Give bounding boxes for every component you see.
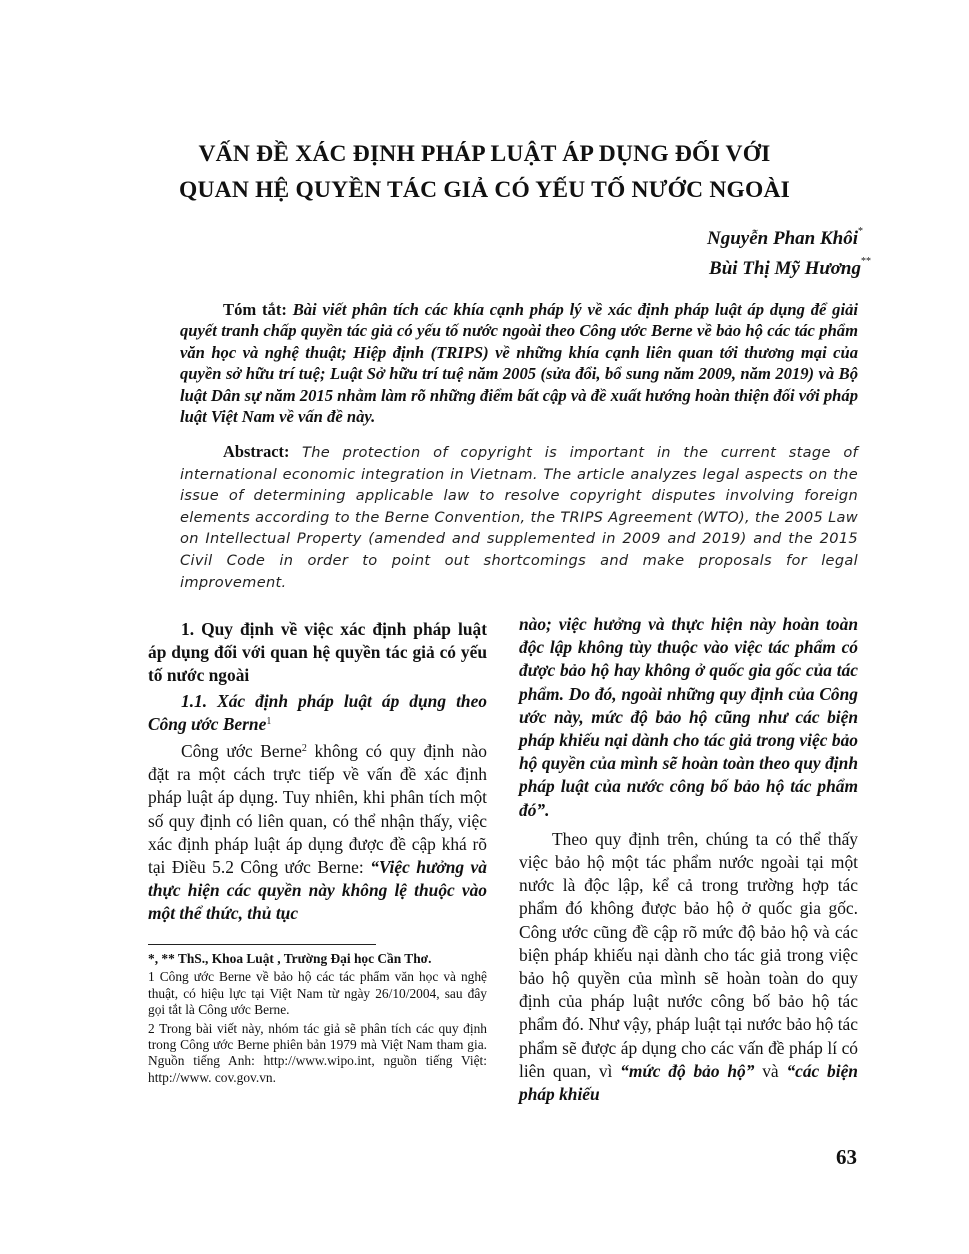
author-1-name: Nguyễn Phan Khôi	[707, 228, 858, 249]
footnotes	[148, 951, 487, 1086]
footnote-ref-2: 2	[301, 743, 307, 755]
paragraph-berne	[148, 740, 487, 926]
quote-remedies: “các biện pháp khiếu	[519, 1060, 858, 1105]
abstract-en-label: Abstract:	[223, 442, 290, 461]
paragraph-analysis-text: Theo quy định trên, chúng ta có thể thấy việc bảo hộ một tác phẩm nước ngoài tại một nước là độc lập, kể cả trong trường hợp tác phẩm đó không được bảo hộ ở quốc gia gốc. Công ước cũng đề cập rõ mức độ bảo hộ và các biện pháp khiếu nại dành cho tác giả trong việc bảo hộ quyền của mình sẽ hoàn toàn do quy định của pháp luật nước công bố bảo hộ tác phẩm đó. Như vậy, pháp luật tại nước bảo hộ tác phẩm sẽ được áp dụng cho các vấn đề pháp lí có liên quan, vì	[519, 828, 858, 1081]
author-2-name: Bùi Thị Mỹ Hương	[709, 258, 861, 279]
author-1	[707, 228, 863, 250]
paragraph-analysis	[519, 828, 858, 1106]
paragraph-analysis-and: và	[754, 1060, 787, 1081]
footnote-2: 2 Trong bài viết này, nhóm tác giả sẽ phân tích các quy định trong Công ước Berne phiên bản 1979 mà Việt Nam tham gia. Nguồn tiếng Anh: http://www.wipo.int, nguồn tiếng Việt: http://www. cov.gov.vn.	[148, 1020, 487, 1085]
paragraph-berne-start: Công ước Berne	[181, 741, 302, 762]
footnote-divider	[148, 944, 376, 945]
paragraph-berne-quote: “Việc hưởng và thực hiện các quyền này không lệ thuộc vào một thể thức, thủ tục	[148, 857, 487, 924]
footnote-authors: *, ** ThS., Khoa Luật , Trường Đại học Cần Thơ.	[148, 951, 432, 966]
paragraph-berne-text: không có quy định nào đặt ra một cách trực tiếp về vấn đề xác định pháp luật áp dụng. Tuy nhiên, khi phân tích một số quy định có liên quan, có thể nhận thấy, việc xác định pháp luật áp dụng được đề cập khá rõ tại Điều 5.2 Công ước Berne:	[148, 741, 487, 878]
footnote-1: 1 Công ước Berne về bảo hộ các tác phẩm văn học và nghệ thuật, có hiệu lực tại Việt Nam từ ngày 26/10/2004, sau đây gọi tắt là Công ước Berne.	[148, 969, 487, 1018]
author-2-mark: **	[861, 256, 871, 267]
abstract-en-text: The protection of copyright is important in the current stage of international economic integration in Vietnam. The article analyzes legal aspects on the issue of determining applicable law to resolve copyright disputes involving foreign elements according to the Berne Convention, the TRIPS Agreement (WTO), the 2005 Law on Intellectual Property (amended and supplemented in 2009 and 2019) and the 2015 Civil Code in order to point out shortcomings and make proposals for legal improvement.	[180, 444, 858, 591]
author-1-mark: *	[858, 226, 863, 237]
abstract-english	[180, 441, 858, 593]
abstract-vi-text: Bài viết phân tích các khía cạnh pháp lý về xác định pháp luật áp dụng để giải quyết tranh chấp quyền tác giả có yếu tố nước ngoài theo Công ước Berne về bảo hộ các tác phẩm văn học và nghệ thuật; Hiệp định (TRIPS) về những khía cạnh liên quan tới thương mại của quyền sở hữu trí tuệ; Luật Sở hữu trí tuệ năm 2005 (sửa đổi, bổ sung năm 2009, năm 2019) và Bộ luật Dân sự năm 2015 nhằm làm rõ những điểm bất cập và đề xuất hướng hoàn thiện đối với pháp luật Việt Nam về vấn đề này.	[180, 300, 858, 427]
left-column	[148, 618, 487, 926]
abstract-vietnamese	[180, 299, 858, 427]
author-2	[709, 258, 871, 280]
title-line-1: VẤN ĐỀ XÁC ĐỊNH PHÁP LUẬT ÁP DỤNG ĐỐI VỚI	[198, 141, 771, 167]
section-heading-1-1	[148, 690, 487, 736]
berne-quote-continued: nào; việc hưởng và thực hiện này hoàn toàn độc lập không tùy thuộc vào việc tác phẩm có được bảo hộ hay không ở quốc gia gốc của tác phẩm. Do đó, ngoài những quy định của Công ước này, mức độ bảo hộ cũng như các biện pháp khiếu nại dành cho tác giả trong việc bảo hộ quyền của mình sẽ hoàn toàn theo quy định pháp luật của nước công bố bảo hộ tác phẩm đó”.	[519, 614, 858, 820]
abstract-vi-label: Tóm tắt:	[223, 300, 287, 319]
right-column	[519, 613, 858, 1106]
section-heading-1-1-text: 1.1. Xác định pháp luật áp dụng theo Công ước Berne	[148, 690, 487, 734]
quote-level-of-protection: “mức độ bảo hộ”	[620, 1060, 755, 1081]
footnote-ref-1: 1	[266, 715, 272, 727]
title-line-2: QUAN HỆ QUYỀN TÁC GIẢ CÓ YẾU TỐ NƯỚC NGOÀI	[179, 177, 790, 203]
section-heading-1: 1. Quy định về việc xác định pháp luật áp dụng đối với quan hệ quyền tác giả có yếu tố nước ngoài	[148, 619, 487, 686]
page-number: 63	[836, 1145, 857, 1169]
